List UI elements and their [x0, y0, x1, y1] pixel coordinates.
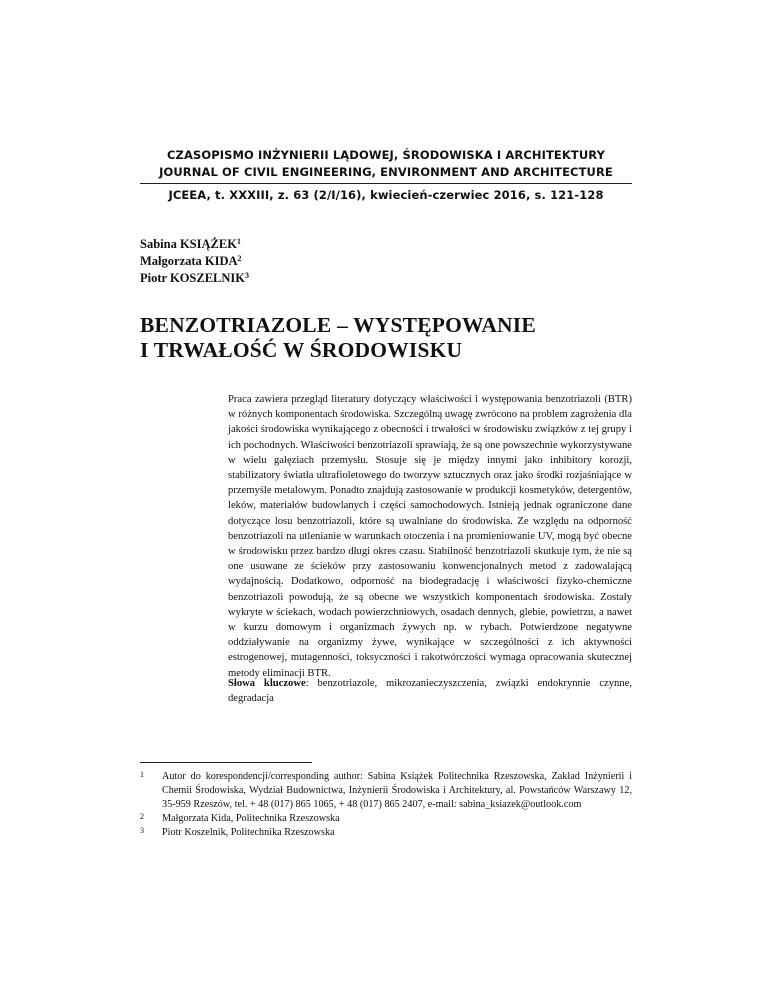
- footnote-3: [140, 826, 632, 840]
- footnote-text: Piotr Koszelnik, Politechnika Rzeszowska: [162, 827, 335, 838]
- footnote-text: Małgorzata Kida, Politechnika Rzeszowska: [162, 813, 340, 824]
- author-footnote-mark: 3: [245, 271, 249, 280]
- paper-title: [140, 313, 536, 363]
- journal-name-en: JOURNAL OF CIVIL ENGINEERING, ENVIRONMENT AND ARCHITECTURE: [159, 165, 613, 179]
- keywords: [228, 676, 632, 706]
- footnote-separator: [140, 762, 312, 763]
- keywords-label: Słowa kluczowe: [228, 678, 306, 689]
- footnote-number: 2: [140, 812, 144, 821]
- author-name: Małgorzata KIDA: [140, 254, 238, 268]
- footnote-2: [140, 812, 632, 826]
- author-3: [140, 270, 249, 287]
- footnote-text: Autor do korespondencji/corresponding author: Sabina Książek Politechnika Rzeszowska, Zakład Inżynierii i Chemii Środowiska, Wydział Budownictwa, Inżynierii Środowiska i Architektury, al. Powstańców Warszawy 12, 35-959 Rzeszów, tel. + 48 (017) 865 1065, + 48 (017) 865 2407, e-mail: sabina_ksiazek@outlook.com: [162, 771, 632, 810]
- author-name: Sabina KSIĄŻEK: [140, 237, 237, 251]
- header-rule: [140, 183, 632, 184]
- title-line-1: BENZOTRIAZOLE – WYSTĘPOWANIE: [140, 313, 536, 337]
- footnotes: [140, 770, 632, 840]
- journal-citation: JCEEA, t. XXXIII, z. 63 (2/I/16), kwiecień-czerwiec 2016, s. 121-128: [168, 188, 604, 202]
- author-name: Piotr KOSZELNIK: [140, 271, 245, 285]
- author-list: [140, 236, 249, 287]
- keywords-text: : benzotriazole, mikrozanieczyszczenia, związki endokrynnie czynne, degradacja: [228, 678, 632, 705]
- footnote-1: [140, 770, 632, 812]
- title-line-2: I TRWAŁOŚĆ W ŚRODOWISKU: [140, 338, 463, 362]
- journal-name-pl: CZASOPISMO INŻYNIERII LĄDOWEJ, ŚRODOWISKA I ARCHITEKTURY: [166, 148, 606, 162]
- author-footnote-mark: 2: [237, 254, 242, 263]
- author-1: [140, 236, 249, 253]
- footnote-number: 3: [140, 826, 144, 835]
- footnote-number: 1: [140, 770, 144, 779]
- abstract: Praca zawiera przegląd literatury dotyczący właściwości i występowania benzotriazoli (BTR) w różnych komponentach środowiska. Szczególną uwagę zwrócono na problem zagrożenia dla jakości środowiska wynikającego z obecności i trwałości w środowisku związków z tej grupy i ich pochodnych. Właściwości benzotriazoli sprawiają, że są one powszechnie wykorzystywane w wielu gałęziach przemysłu. Stosuje się je między innymi jako inhibitory korozji, stabilizatory światła ultrafioletowego do tworzyw sztucznych oraz jako środki rozjaśniające w przemyśle metalowym. Ponadto znajdują zastosowanie w produkcji kosmetyków, detergentów, leków, materiałów budowlanych i części samochodowych. Istnieją jednak ograniczone dane dotyczące losu benzotriazoli, które są uwalniane do środowiska. Ze względu na odporność benzotriazoli na utlenianie w warunkach otoczenia i na promieniowanie UV, mogą być obecne w środowisku przez bardzo długi okres czasu. Stabilność benzotriazoli skutkuje tym, że nie są one usuwane ze ścieków przy zastosowaniu konwencjonalnych metod z zadowalającą wydajnością. Dodatkowo, odporność na biodegradację i właściwości fizyko-chemiczne benzotriazoli powodują, że są obecne we wszystkich komponentach środowiska. Zostały wykryte w ściekach, wodach powierzchniowych, osadach dennych, glebie, powietrzu, a nawet w kurzu domowym i organizmach żywych np. w rybach. Potwierdzone negatywne oddziaływanie na organizmy żywe, wynikające w szczególności z ich aktywności estrogenowej, mutagenności, toksyczności i rakotwórczości wymaga opracowania skutecznej metody eliminacji BTR.: [228, 394, 632, 679]
- author-2: [140, 253, 249, 270]
- author-footnote-mark: 1: [236, 237, 241, 246]
- journal-header: [140, 147, 632, 204]
